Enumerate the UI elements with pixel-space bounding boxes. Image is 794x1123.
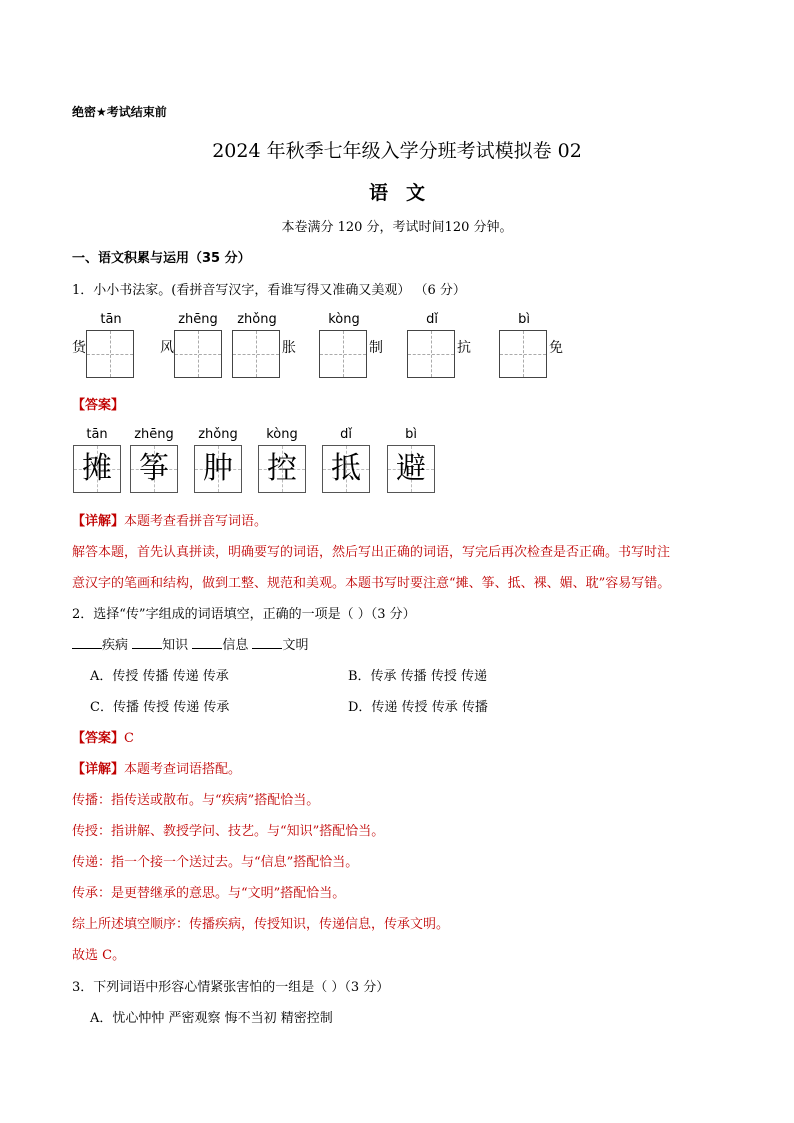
option-b[interactable]: B．传承 传播 传授 传递: [348, 669, 487, 684]
pinyin-label: tān: [86, 427, 108, 442]
option-a[interactable]: A．传授 传播 传递 传承: [90, 669, 229, 684]
blank[interactable]: [252, 636, 282, 649]
pinyin-label: bì: [518, 312, 530, 327]
q2-stem: 2．选择“传”字组成的词语填空，正确的一项是（ ）（3 分）: [72, 607, 416, 622]
section-title: 一、语文积累与运用（35 分）: [72, 251, 251, 266]
pinyin-label: zhǒng: [237, 312, 277, 327]
detail-text: 传递：指一个接一个送过去。与“信息”搭配恰当。: [72, 855, 359, 870]
blank[interactable]: [132, 636, 162, 649]
q1-stem: 1．小小书法家。(看拼音写汉字，看谁写得又准确又美观） （6 分）: [72, 283, 466, 298]
q2-blanks: 疾病 知识 信息 文明: [72, 634, 308, 653]
answer-label: 【答案】: [72, 731, 125, 746]
option-d[interactable]: D．传递 传授 传承 传播: [348, 700, 488, 715]
pinyin-label: zhǒng: [198, 427, 238, 442]
pinyin-label: kòng: [266, 427, 298, 442]
detail-text: 传播：指传送或散布。与“疾病”搭配恰当。: [72, 793, 320, 808]
pinyin-label: tān: [100, 312, 122, 327]
pinyin-label: bì: [405, 427, 417, 442]
detail-text: 综上所述填空顺序：传播疾病，传授知识，传递信息，传承文明。: [72, 917, 450, 932]
writing-grid[interactable]: [499, 330, 547, 378]
detail-text: 意汉字的笔画和结构，做到工整、规范和美观。本题书写时要注意“摊、筝、抵、裸、媚、耽”容易写错。: [72, 576, 671, 591]
detail-text: 本题考查词语搭配。: [124, 762, 242, 777]
answer-value: C: [124, 731, 134, 746]
option-a[interactable]: A．忧心忡忡 严密观察 悔不当初 精密控制: [90, 1011, 333, 1026]
option-c[interactable]: C．传播 传授 传递 传承: [90, 700, 230, 715]
confidential-label: 绝密★考试结束前: [72, 105, 167, 119]
pinyin-label: zhēng: [178, 312, 218, 327]
word-part: 胀: [282, 340, 296, 356]
word-part: 制: [369, 340, 383, 356]
detail-text: 传授：指讲解、教授学问、技艺。与“知识”搭配恰当。: [72, 824, 385, 839]
word-part: 风: [160, 340, 174, 356]
writing-grid[interactable]: [86, 330, 134, 378]
writing-grid[interactable]: [407, 330, 455, 378]
word-part: 货: [72, 340, 86, 356]
exam-note: 本卷满分 120 分，考试时间120 分钟。: [281, 220, 513, 235]
detail-text: 解答本题，首先认真拼读，明确要写的词语，然后写出正确的词语，写完后再次检查是否正确。书写时注: [72, 545, 671, 560]
detail-label: 【详解】: [72, 514, 125, 529]
q3-stem: 3．下列词语中形容心情紧张害怕的一组是（ ）（3 分）: [72, 980, 390, 995]
subject-title: 语文: [368, 182, 443, 204]
writing-grid[interactable]: [319, 330, 367, 378]
answer-label: 【答案】: [72, 398, 125, 413]
detail-text: 故选 C。: [72, 948, 126, 963]
blank[interactable]: [192, 636, 222, 649]
answer-grid: 抵: [322, 445, 370, 493]
word-part: 免: [549, 340, 563, 356]
answer-grid: 摊: [73, 445, 121, 493]
pinyin-label: zhēng: [134, 427, 174, 442]
exam-title: 2024 年秋季七年级入学分班考试模拟卷 02: [212, 140, 582, 162]
detail-label: 【详解】: [72, 762, 125, 777]
detail-text: 传承：是更替继承的意思。与“文明”搭配恰当。: [72, 886, 346, 901]
answer-grid: 筝: [130, 445, 178, 493]
q1-detail: [72, 510, 267, 529]
writing-grid[interactable]: [232, 330, 280, 378]
detail-text: 本题考查看拼音写词语。: [124, 514, 268, 529]
pinyin-label: kòng: [328, 312, 360, 327]
q2-detail: [72, 758, 241, 777]
pinyin-label: dǐ: [426, 312, 438, 327]
answer-grid: 避: [387, 445, 435, 493]
answer-grid: 控: [258, 445, 306, 493]
blank[interactable]: [72, 636, 102, 649]
q2-answer: [72, 727, 134, 746]
word-part: 抗: [457, 340, 471, 356]
answer-grid: 肿: [194, 445, 242, 493]
pinyin-label: dǐ: [340, 427, 352, 442]
writing-grid[interactable]: [174, 330, 222, 378]
